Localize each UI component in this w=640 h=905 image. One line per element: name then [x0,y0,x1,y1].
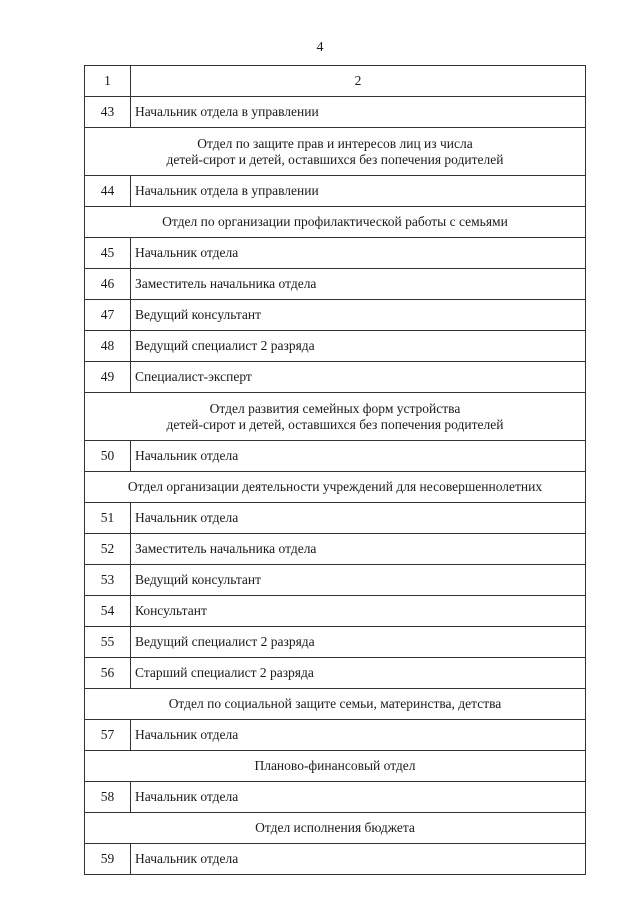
table-row [85,441,586,472]
table-row [85,565,586,596]
row-number: 46 [85,269,131,300]
position-title: Старший специалист 2 разряда [131,658,586,689]
row-number: 47 [85,300,131,331]
position-title: Начальник отдела [131,844,586,875]
table-row [85,238,586,269]
position-title: Начальник отдела [131,441,586,472]
position-title: Начальник отдела в управлении [131,97,586,128]
table-row [85,596,586,627]
section-row [85,207,586,238]
position-title: Начальник отдела в управлении [131,176,586,207]
position-title: Начальник отдела [131,720,586,751]
table-row [85,269,586,300]
table-row [85,362,586,393]
page-number: 4 [316,40,324,55]
section-title: Отдел организации деятельности учреждений для несовершеннолетних [85,472,586,503]
table-row [85,176,586,207]
section-row [85,128,586,176]
section-title: Отдел развития семейных форм устройства детей-сирот и детей, оставшихся без попечения родителей [85,393,586,441]
row-number: 52 [85,534,131,565]
section-title: Отдел по социальной защите семьи, материнства, детства [85,689,586,720]
row-number: 51 [85,503,131,534]
section-title: Планово-финансовый отдел [85,751,586,782]
section-row [85,393,586,441]
row-number: 49 [85,362,131,393]
row-number: 58 [85,782,131,813]
section-row [85,472,586,503]
row-number: 54 [85,596,131,627]
row-number: 50 [85,441,131,472]
table-row [85,658,586,689]
table-row [85,782,586,813]
row-number: 59 [85,844,131,875]
position-title: Консультант [131,596,586,627]
table-row [85,627,586,658]
position-title: Ведущий специалист 2 разряда [131,331,586,362]
row-number: 57 [85,720,131,751]
table-row [85,720,586,751]
table-row [85,534,586,565]
position-title: Начальник отдела [131,238,586,269]
row-number: 55 [85,627,131,658]
table-row [85,503,586,534]
table-header-row [85,66,586,97]
position-title: Ведущий консультант [131,300,586,331]
position-title: Начальник отдела [131,782,586,813]
section-row [85,689,586,720]
section-title: Отдел по защите прав и интересов лиц из числа детей-сирот и детей, оставшихся без попечения родителей [85,128,586,176]
table-row [85,844,586,875]
row-number: 48 [85,331,131,362]
position-title: Заместитель начальника отдела [131,534,586,565]
row-number: 43 [85,97,131,128]
section-title: Отдел по организации профилактической работы с семьями [85,207,586,238]
position-title: Специалист-эксперт [131,362,586,393]
position-title: Ведущий консультант [131,565,586,596]
section-title: Отдел исполнения бюджета [85,813,586,844]
header-col-2: 2 [131,66,586,97]
table-row [85,300,586,331]
position-title: Ведущий специалист 2 разряда [131,627,586,658]
section-row [85,751,586,782]
row-number: 53 [85,565,131,596]
row-number: 44 [85,176,131,207]
position-title: Заместитель начальника отдела [131,269,586,300]
row-number: 45 [85,238,131,269]
positions-table [84,65,586,875]
row-number: 56 [85,658,131,689]
section-row [85,813,586,844]
table-row [85,331,586,362]
header-col-1: 1 [85,66,131,97]
position-title: Начальник отдела [131,503,586,534]
table-row [85,97,586,128]
